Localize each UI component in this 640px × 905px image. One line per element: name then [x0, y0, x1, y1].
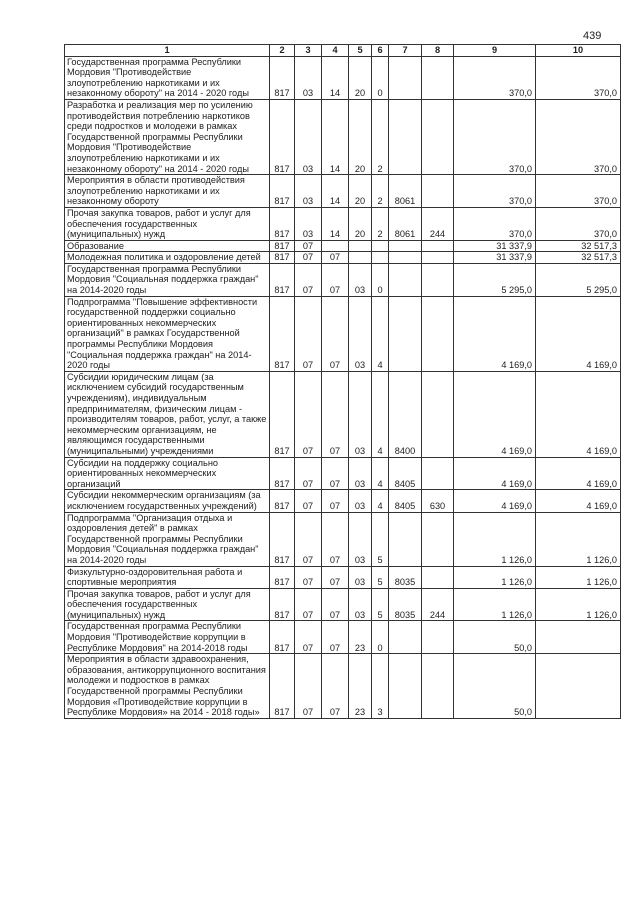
amount-year-1: 50,0 — [454, 621, 536, 654]
code-subprogram: 2 — [372, 175, 389, 208]
amount-year-2: 32 517,3 — [536, 240, 621, 252]
header-row — [65, 45, 621, 57]
amount-year-1: 1 126,0 — [454, 512, 536, 566]
code-section: 07 — [295, 621, 322, 654]
column-header: 3 — [295, 45, 322, 57]
amount-year-2: 4 169,0 — [536, 296, 621, 371]
amount-year-1: 370,0 — [454, 99, 536, 174]
code-subprogram: 4 — [372, 296, 389, 371]
code-program: 03 — [349, 588, 372, 621]
code-section: 07 — [295, 654, 322, 719]
amount-year-1: 370,0 — [454, 56, 536, 99]
code-expense-type: 244 — [422, 207, 454, 240]
amount-year-1: 370,0 — [454, 207, 536, 240]
table-body — [65, 56, 621, 718]
table-row — [65, 252, 621, 264]
column-header: 6 — [372, 45, 389, 57]
item-name: Субсидии юридическим лицам (за исключением субсидий государственным учреждениям), индивидуальным предпринимателям, физическим лицам - производителям товаров, работ, услуг, а также некоммерческим организациям, не являющимся государственными (муниципальными) учреждениями — [65, 371, 270, 457]
code-subprogram: 2 — [372, 207, 389, 240]
code-direction — [389, 240, 422, 252]
code-section: 07 — [295, 588, 322, 621]
code-section: 03 — [295, 175, 322, 208]
code-subsection: 07 — [322, 654, 349, 719]
code-section: 07 — [295, 512, 322, 566]
amount-year-2 — [536, 621, 621, 654]
code-direction: 8035 — [389, 588, 422, 621]
amount-year-2: 370,0 — [536, 56, 621, 99]
code-program — [349, 252, 372, 264]
amount-year-1: 31 337,9 — [454, 240, 536, 252]
code-subsection: 07 — [322, 371, 349, 457]
code-ministry: 817 — [270, 56, 295, 99]
code-program: 03 — [349, 512, 372, 566]
code-ministry: 817 — [270, 621, 295, 654]
code-section: 07 — [295, 490, 322, 512]
code-subprogram: 5 — [372, 512, 389, 566]
code-program: 20 — [349, 175, 372, 208]
code-program: 03 — [349, 457, 372, 490]
code-expense-type — [422, 371, 454, 457]
item-name: Подпрограмма "Организация отдыха и оздоровления детей" в рамках Государственной программы Республики Мордовия "Социальная поддержка граждан" на 2014-2020 годы — [65, 512, 270, 566]
code-program: 03 — [349, 566, 372, 588]
code-expense-type — [422, 175, 454, 208]
amount-year-1: 4 169,0 — [454, 490, 536, 512]
code-expense-type: 244 — [422, 588, 454, 621]
code-program: 20 — [349, 56, 372, 99]
table-row — [65, 263, 621, 296]
code-expense-type — [422, 654, 454, 719]
code-section: 07 — [295, 457, 322, 490]
code-subprogram: 5 — [372, 566, 389, 588]
code-subsection: 07 — [322, 296, 349, 371]
amount-year-2: 5 295,0 — [536, 263, 621, 296]
table-row — [65, 654, 621, 719]
code-expense-type — [422, 252, 454, 264]
item-name: Молодежная политика и оздоровление детей — [65, 252, 270, 264]
amount-year-2: 4 169,0 — [536, 371, 621, 457]
amount-year-1: 1 126,0 — [454, 566, 536, 588]
amount-year-2: 32 517,3 — [536, 252, 621, 264]
code-section: 07 — [295, 263, 322, 296]
item-name: Прочая закупка товаров, работ и услуг для обеспечения государственных (муниципальных) нужд — [65, 588, 270, 621]
item-name: Государственная программа Республики Мордовия "Противодействие злоупотреблению наркотиками и их незаконному обороту" на 2014 - 2020 годы — [65, 56, 270, 99]
amount-year-2: 370,0 — [536, 207, 621, 240]
code-program: 03 — [349, 263, 372, 296]
code-expense-type — [422, 296, 454, 371]
table-row — [65, 240, 621, 252]
code-ministry: 817 — [270, 263, 295, 296]
code-direction: 8061 — [389, 207, 422, 240]
code-section: 07 — [295, 240, 322, 252]
code-subsection — [322, 240, 349, 252]
code-ministry: 817 — [270, 252, 295, 264]
code-subprogram: 5 — [372, 588, 389, 621]
code-section: 03 — [295, 99, 322, 174]
code-subprogram: 4 — [372, 371, 389, 457]
budget-table — [64, 44, 621, 719]
code-subsection: 14 — [322, 99, 349, 174]
item-name: Образование — [65, 240, 270, 252]
item-name: Государственная программа Республики Мордовия "Социальная поддержка граждан" на 2014-2020 годы — [65, 263, 270, 296]
code-direction — [389, 512, 422, 566]
code-program: 03 — [349, 490, 372, 512]
code-ministry: 817 — [270, 296, 295, 371]
code-expense-type — [422, 566, 454, 588]
code-direction — [389, 654, 422, 719]
code-direction — [389, 621, 422, 654]
code-subprogram: 3 — [372, 654, 389, 719]
code-section: 07 — [295, 252, 322, 264]
code-direction: 8400 — [389, 371, 422, 457]
code-ministry: 817 — [270, 512, 295, 566]
table-row — [65, 99, 621, 174]
code-ministry: 817 — [270, 175, 295, 208]
table-row — [65, 371, 621, 457]
code-subsection: 07 — [322, 263, 349, 296]
code-program — [349, 240, 372, 252]
code-subsection: 07 — [322, 512, 349, 566]
code-expense-type — [422, 621, 454, 654]
code-direction: 8061 — [389, 175, 422, 208]
table-row — [65, 175, 621, 208]
column-header: 5 — [349, 45, 372, 57]
code-section: 07 — [295, 296, 322, 371]
code-program: 20 — [349, 207, 372, 240]
column-header: 8 — [422, 45, 454, 57]
column-header: 9 — [454, 45, 536, 57]
code-ministry: 817 — [270, 490, 295, 512]
amount-year-1: 4 169,0 — [454, 457, 536, 490]
table-row — [65, 566, 621, 588]
code-subprogram: 4 — [372, 490, 389, 512]
code-subprogram: 0 — [372, 56, 389, 99]
item-name: Мероприятия в области здравоохранения, образования, антикоррупционного воспитания молодежи и подростков в рамках Государственной программы Республики Мордовия «Противодействие коррупции в Республике Мордовия» на 2014 - 2018 годы» — [65, 654, 270, 719]
amount-year-2: 1 126,0 — [536, 588, 621, 621]
amount-year-2 — [536, 654, 621, 719]
code-section: 07 — [295, 371, 322, 457]
page-number: 439 — [583, 30, 602, 42]
table-row — [65, 296, 621, 371]
code-section: 03 — [295, 207, 322, 240]
code-direction: 8405 — [389, 490, 422, 512]
amount-year-1: 50,0 — [454, 654, 536, 719]
code-expense-type — [422, 56, 454, 99]
code-direction: 8405 — [389, 457, 422, 490]
amount-year-1: 4 169,0 — [454, 371, 536, 457]
amount-year-1: 4 169,0 — [454, 296, 536, 371]
code-expense-type — [422, 512, 454, 566]
code-section: 03 — [295, 56, 322, 99]
code-program: 23 — [349, 654, 372, 719]
code-program: 23 — [349, 621, 372, 654]
amount-year-1: 1 126,0 — [454, 588, 536, 621]
code-subprogram — [372, 240, 389, 252]
item-name: Прочая закупка товаров, работ и услуг для обеспечения государственных (муниципальных) нужд — [65, 207, 270, 240]
code-direction — [389, 56, 422, 99]
code-subsection: 07 — [322, 252, 349, 264]
code-subsection: 07 — [322, 490, 349, 512]
column-header: 1 — [65, 45, 270, 57]
amount-year-1: 5 295,0 — [454, 263, 536, 296]
code-expense-type — [422, 457, 454, 490]
amount-year-2: 370,0 — [536, 175, 621, 208]
amount-year-1: 370,0 — [454, 175, 536, 208]
code-direction — [389, 252, 422, 264]
code-subsection: 07 — [322, 588, 349, 621]
table-row — [65, 56, 621, 99]
code-program: 03 — [349, 371, 372, 457]
amount-year-2: 4 169,0 — [536, 457, 621, 490]
code-expense-type: 630 — [422, 490, 454, 512]
code-subsection: 14 — [322, 175, 349, 208]
table-row — [65, 621, 621, 654]
item-name: Мероприятия в области противодействия злоупотреблению наркотиками и их незаконному обороту — [65, 175, 270, 208]
code-ministry: 817 — [270, 99, 295, 174]
table-row — [65, 512, 621, 566]
item-name: Разработка и реализация мер по усилению противодействия потреблению наркотиков среди подростков и молодежи в рамках Государственной программы Республики Мордовия "Противодействие злоупотреблению наркотиками и их незаконному обороту" на 2014 - 2020 годы — [65, 99, 270, 174]
amount-year-1: 31 337,9 — [454, 252, 536, 264]
amount-year-2: 1 126,0 — [536, 566, 621, 588]
amount-year-2: 4 169,0 — [536, 490, 621, 512]
column-header: 2 — [270, 45, 295, 57]
code-ministry: 817 — [270, 654, 295, 719]
code-direction — [389, 263, 422, 296]
code-ministry: 817 — [270, 457, 295, 490]
code-program: 03 — [349, 296, 372, 371]
table-row — [65, 207, 621, 240]
code-program: 20 — [349, 99, 372, 174]
code-ministry: 817 — [270, 240, 295, 252]
code-direction — [389, 296, 422, 371]
code-subprogram: 0 — [372, 263, 389, 296]
code-direction — [389, 99, 422, 174]
code-ministry: 817 — [270, 207, 295, 240]
code-ministry: 817 — [270, 566, 295, 588]
code-section: 07 — [295, 566, 322, 588]
amount-year-2: 1 126,0 — [536, 512, 621, 566]
amount-year-2: 370,0 — [536, 99, 621, 174]
item-name: Подпрограмма "Повышение эффективности государственной поддержки социально ориентированных некоммерческих организаций" в рамках Государственной программы Республики Мордовия "Социальная поддержка граждан" на 2014-2020 годы — [65, 296, 270, 371]
table-row — [65, 457, 621, 490]
code-subsection: 07 — [322, 457, 349, 490]
item-name: Субсидии некоммерческим организациям (за исключением государственных учреждений) — [65, 490, 270, 512]
item-name: Субсидии на поддержку социально ориентированных некоммерческих организаций — [65, 457, 270, 490]
code-subprogram: 0 — [372, 621, 389, 654]
item-name: Государственная программа Республики Мордовия "Противодействие коррупции в Республике Мордовия" на 2014-2018 годы — [65, 621, 270, 654]
table-row — [65, 490, 621, 512]
code-subprogram — [372, 252, 389, 264]
item-name: Физкультурно-оздоровительная работа и спортивные мероприятия — [65, 566, 270, 588]
code-direction: 8035 — [389, 566, 422, 588]
code-subsection: 07 — [322, 566, 349, 588]
code-subsection: 07 — [322, 621, 349, 654]
code-expense-type — [422, 240, 454, 252]
table-row — [65, 588, 621, 621]
code-ministry: 817 — [270, 588, 295, 621]
code-subsection: 14 — [322, 207, 349, 240]
code-expense-type — [422, 263, 454, 296]
code-expense-type — [422, 99, 454, 174]
code-subprogram: 2 — [372, 99, 389, 174]
code-subprogram: 4 — [372, 457, 389, 490]
column-header: 4 — [322, 45, 349, 57]
column-header: 10 — [536, 45, 621, 57]
code-subsection: 14 — [322, 56, 349, 99]
column-header: 7 — [389, 45, 422, 57]
code-ministry: 817 — [270, 371, 295, 457]
